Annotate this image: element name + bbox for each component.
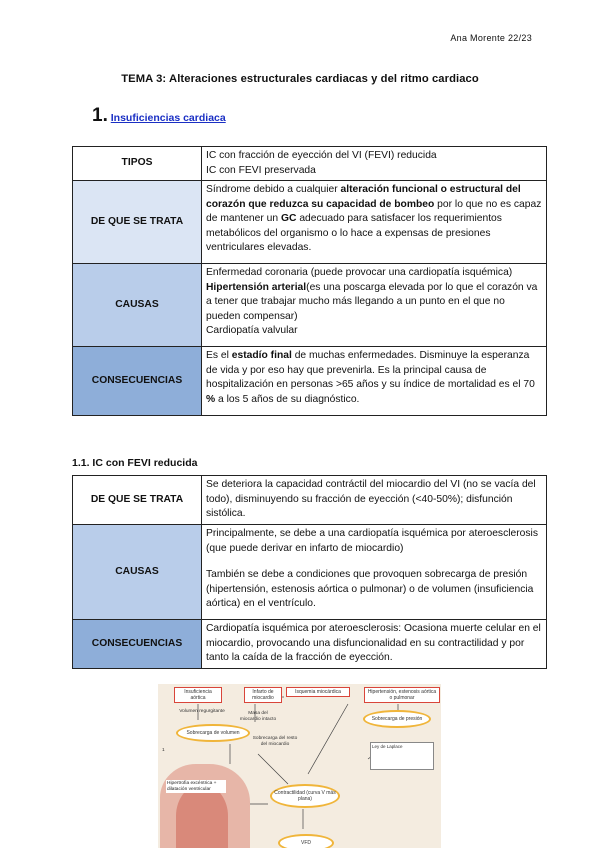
tipo-line: IC con fracción de eyección del VI (FEVI) reducida [206, 150, 437, 161]
row-content-consecuencias [202, 347, 547, 416]
text: a los 5 años de su diagnóstico. [215, 393, 360, 405]
text: de muchas enfermedades. Disminuye la esperanza de vida y por eso hay que prevenirla. Es la principal causa de hospitalización en personas >65 años y su índice de mortalidad es el 70 [206, 350, 535, 390]
row-label-causas: CAUSAS [73, 264, 202, 347]
section-number: 1. [92, 105, 108, 126]
pathophysiology-diagram [158, 684, 441, 848]
section-link[interactable]: Insuficiencias cardiaca [110, 112, 226, 124]
oval-contractilidad: Contractilidad (curva V más plana) [270, 784, 340, 808]
text: Síndrome debido a cualquier [206, 184, 341, 195]
oval-sobrecarga-presion: Sobrecarga de presión [363, 710, 431, 728]
text: Cardiopatía valvular [206, 325, 298, 336]
row-label-que: DE QUE SE TRATA [73, 181, 202, 264]
text: adecuado para satisfacer los requerimientos metabólicos del organismo o lo hace a expensas de presiones ventriculares elevadas. [206, 213, 502, 253]
text-block [206, 281, 542, 325]
author-date: Ana Morente 22/23 [450, 33, 532, 43]
text: Enfermedad coronaria (puede provocar una cardiopatía isquémica) [206, 267, 513, 278]
bold-text: GC [281, 213, 297, 224]
table-row [73, 476, 547, 525]
table-row [73, 264, 547, 347]
table-row [73, 525, 547, 620]
row-content-consecuencias: Cardiopatía isquémica por ateroesclerosis: Ocasiona muerte celular en el miocardio, provocando una disfuncionalidad en su contractilidad y por tanto la caída de la fracción de eyección. [202, 620, 547, 669]
subsection-heading: 1.1. IC con FEVI reducida [72, 457, 198, 469]
text: (es una poscarga elevada por lo que el corazón va a tener que trabajar mucho más llegando a un punto en el que no pueden compensar) [206, 281, 538, 322]
table-row [73, 181, 547, 264]
section-heading [92, 105, 226, 127]
label-sobrecarga-resto: Sobrecarga del resto del miocardio [252, 736, 298, 747]
page-title: TEMA 3: Alteraciones estructurales cardiacas y del ritmo cardiaco [121, 73, 479, 85]
box-infarto: Infarto de miocardio [244, 687, 282, 703]
bold-text: % [206, 393, 216, 405]
label-masa: Masa del miocardio intacto [239, 711, 277, 722]
table-row [73, 620, 547, 669]
row-content-causas [202, 525, 547, 620]
spacer [206, 556, 542, 568]
label-number: 1 [162, 748, 165, 753]
table-ic-overview [72, 146, 547, 416]
row-label-causas: CAUSAS [73, 525, 202, 620]
text: Principalmente, se debe a una cardiopatía isquémica por ateroesclerosis (que puede derivar en infarto de miocardio) [206, 528, 538, 554]
text: por lo que no es capaz de mantener un [206, 198, 542, 224]
row-label-consecuencias: CONSECUENCIAS [73, 347, 202, 416]
row-label-que: DE QUE SE TRATA [73, 476, 202, 525]
row-content-causas [202, 264, 547, 347]
row-label-consecuencias: CONSECUENCIAS [73, 620, 202, 669]
row-label-tipos: TIPOS [73, 147, 202, 181]
box-insuficiencia-aortica: Insuficiencia aórtica [174, 687, 222, 703]
text: También se debe a condiciones que provoquen sobrecarga de presión (hipertensión, estenosis aórtica o pulmonar) o de volumen (insuficiencia aórtica) en el ventrículo. [206, 569, 534, 609]
box-laplace: Ley de Laplace [370, 742, 434, 770]
row-content-que: Se deteriora la capacidad contráctil del miocardio del VI (no se vacía del todo), disminuyendo su fracción de eyección (<40-50%); disfunción sistólica. [202, 476, 547, 525]
bold-text: alteración funcional o estructural del corazón que reduzca su capacidad de bombeo [206, 184, 521, 210]
heart-chamber [176, 784, 228, 848]
label-hipertrofia: Hipertrofia excéntrica + dilatación ventricular [166, 780, 226, 793]
row-content-tipos [202, 147, 547, 181]
table-row [73, 147, 547, 181]
table-row [73, 347, 547, 416]
oval-sobrecarga-volumen: Sobrecarga de volumen [176, 724, 250, 742]
box-hipertension: Hipertensión, estenosis aórtica o pulmonar [364, 687, 440, 703]
row-content-que [202, 181, 547, 264]
bold-text: Hipertensión arterial [206, 281, 307, 293]
bold-text: estadío final [231, 350, 292, 361]
text: Es el [206, 350, 232, 361]
oval-vfd: VFD [278, 834, 334, 848]
table-fevi-reducida [72, 475, 547, 669]
label-volumen: Volumen regurgitante [179, 709, 225, 714]
box-isquemia: Isquemia miocárdica [286, 687, 350, 697]
tipo-line: IC con FEVI preservada [206, 164, 316, 176]
